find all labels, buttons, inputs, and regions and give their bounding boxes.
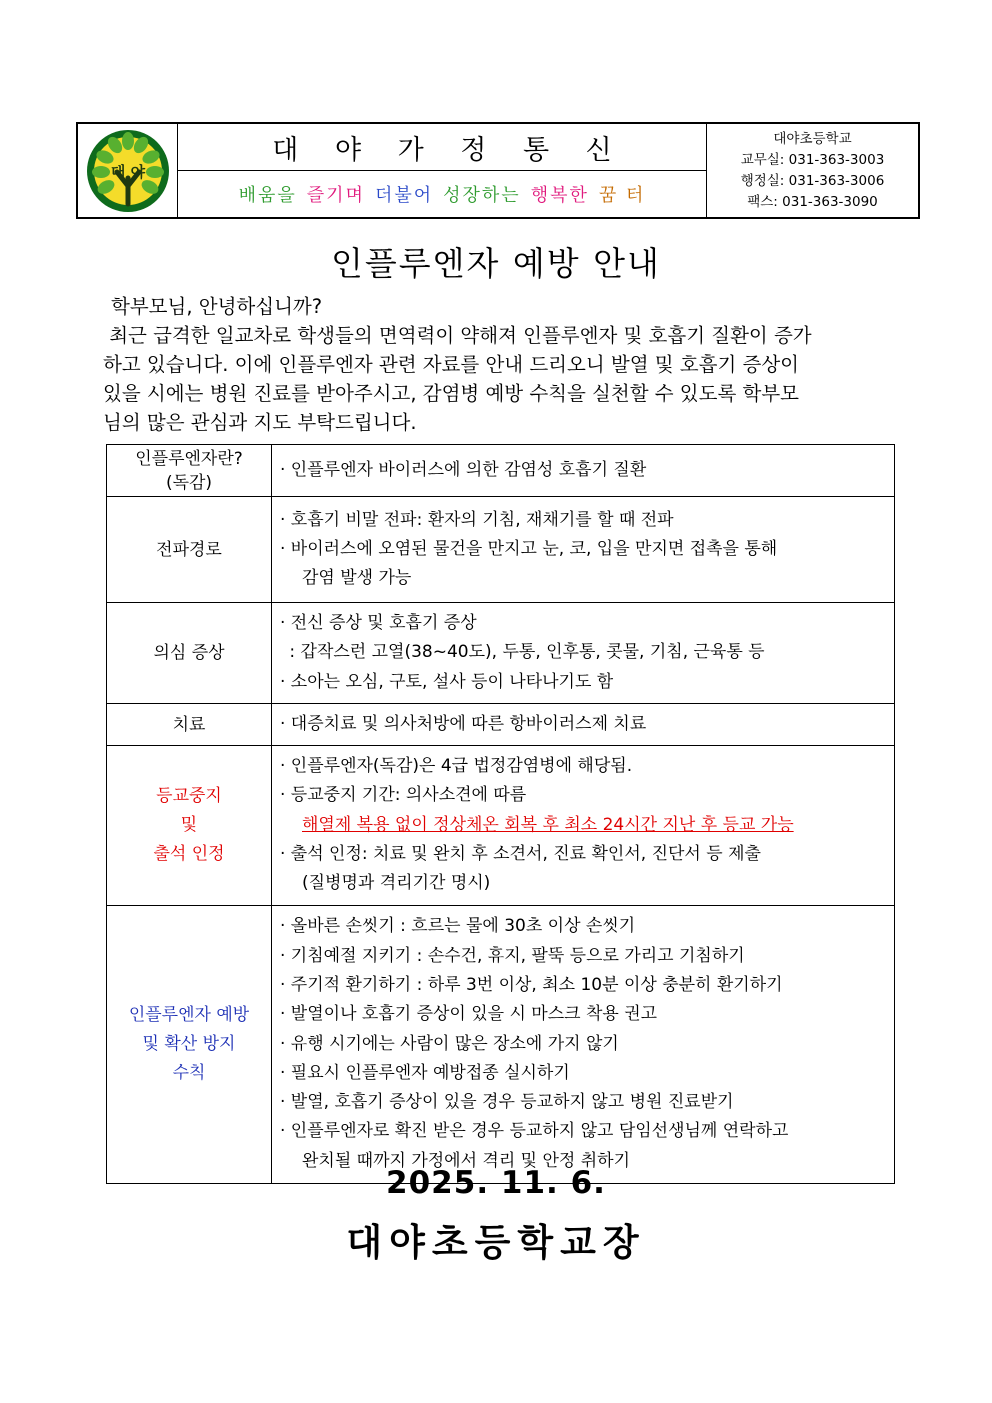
content-line: : 갑작스런 고열(38~40도), 두통, 인후통, 콧물, 기침, 근육통 등	[284, 642, 765, 663]
content-line: · 인플루엔자로 확진 받은 경우 등교하지 않고 담임선생님께 연락하고	[280, 1121, 789, 1142]
content-line: (질병명과 격리기간 명시)	[302, 873, 491, 894]
content-line: · 발열, 호흡기 증상이 있을 경우 등교하지 않고 병원 진료받기	[280, 1092, 734, 1113]
newsletter-title: 대 야 가 정 통 신	[178, 124, 706, 171]
content-line: · 소아는 오심, 구토, 설사 등이 나타나기도 함	[280, 671, 614, 692]
content-line: · 바이러스에 오염된 물건을 만지고 눈, 코, 입을 만지면 접촉을 통해	[280, 538, 778, 559]
content-line: · 대증치료 및 의사처방에 따른 항바이러스제 치료	[280, 713, 647, 734]
school-logo-cell	[78, 124, 178, 217]
newsletter-header	[76, 122, 920, 219]
content-line: 감염 발생 가능	[302, 568, 412, 589]
row-label-line: 의심 증상	[153, 642, 225, 663]
row-label-line: 인플루엔자란?	[135, 448, 243, 469]
row-label	[107, 905, 272, 1183]
svg-text:대 야: 대 야	[110, 162, 145, 181]
row-label-line: 수칙	[172, 1062, 206, 1083]
principal-signature: 대야초등학교장	[346, 1221, 646, 1264]
school-logo-icon	[85, 128, 171, 214]
row-label	[107, 445, 272, 497]
content-line: · 유행 시기에는 사람이 많은 장소에 가지 않기	[280, 1033, 619, 1054]
contact-admin-office: 행정실: 031-363-3006	[740, 172, 885, 189]
intro-paragraph	[103, 292, 896, 437]
table-row	[107, 905, 895, 1183]
influenza-info-table	[106, 444, 895, 1184]
row-label-line: 출석 인정	[153, 843, 225, 864]
motto-word: 꿈 터	[598, 185, 646, 206]
row-label-line: 및 확산 방지	[142, 1033, 236, 1054]
content-line: · 등교중지 기간: 의사소견에 따름	[280, 785, 527, 806]
motto-word: 배움을	[238, 185, 297, 206]
content-line: · 인플루엔자 바이러스에 의한 감염성 호흡기 질환	[280, 459, 647, 480]
motto-word: 성장하는	[443, 185, 521, 206]
intro-line: 하고 있습니다. 이에 인플루엔자 관련 자료를 안내 드리오니 발열 및 호흡기 증상이	[103, 353, 800, 376]
school-contact-cell	[707, 124, 918, 217]
school-motto	[178, 171, 706, 217]
contact-fax: 팩스: 031-363-3090	[747, 193, 878, 210]
greeting: 학부모님, 안녕하십니까?	[111, 295, 323, 318]
row-label-line: 치료	[172, 714, 206, 735]
contact-academic-office: 교무실: 031-363-3003	[740, 151, 885, 168]
document-title: 인플루엔자 예방 안내	[331, 244, 661, 283]
content-line: · 호흡기 비말 전파: 환자의 기침, 재채기를 할 때 전파	[280, 509, 674, 530]
row-label	[107, 603, 272, 704]
content-line: · 발열이나 호흡기 증상이 있을 시 마스크 착용 권고	[280, 1004, 658, 1025]
content-line: · 전신 증상 및 호흡기 증상	[280, 613, 477, 633]
row-label	[107, 497, 272, 603]
row-content	[272, 746, 895, 905]
row-label-line: 인플루엔자 예방	[128, 1004, 250, 1025]
content-line: · 주기적 환기하기 : 하루 3번 이상, 최소 10분 이상 충분히 환기하기	[280, 974, 783, 995]
intro-line: 님의 많은 관심과 지도 부탁드립니다.	[103, 411, 417, 434]
content-line: 완치될 때까지 가정에서 격리 및 안정 취하기	[302, 1150, 631, 1171]
issue-date: 2025. 11. 6.	[386, 1165, 606, 1201]
motto-word: 행복한	[530, 185, 589, 206]
row-content	[272, 497, 895, 603]
row-label	[107, 703, 272, 745]
content-line: · 올바른 손씻기 : 흐르는 물에 30초 이상 손씻기	[280, 916, 636, 937]
content-line: · 인플루엔자(독감)은 4급 법정감염병에 해당됨.	[280, 756, 633, 777]
intro-line: 있을 시에는 병원 진료를 받아주시고, 감염병 예방 수칙을 실천할 수 있도록 학부모	[103, 382, 800, 405]
motto-word: 더불어	[374, 185, 434, 206]
motto-word: 즐기며	[306, 185, 365, 206]
table-row	[107, 603, 895, 704]
row-label-line: 및	[180, 814, 198, 835]
school-name: 대야초등학교	[773, 130, 852, 147]
row-label-line: 전파경로	[156, 539, 222, 560]
row-content	[272, 905, 895, 1183]
table-row	[107, 445, 895, 497]
intro-line: 최근 급격한 일교차로 학생들의 면역력이 약해져 인플루엔자 및 호흡기 질환이 증가	[103, 324, 812, 347]
header-title-cell	[178, 124, 707, 217]
row-content	[272, 603, 895, 704]
row-label	[107, 746, 272, 905]
table-row	[107, 703, 895, 745]
content-line: · 필요시 인플루엔자 예방접종 실시하기	[280, 1062, 570, 1083]
table-row	[107, 746, 895, 905]
content-line: · 출석 인정: 치료 및 완치 후 소견서, 진료 확인서, 진단서 등 제출	[280, 844, 761, 865]
row-label-line: (독감)	[165, 472, 213, 493]
highlight-notice: 해열제 복용 없이 정상체온 회복 후 최소 24시간 지난 후 등교 가능	[302, 814, 794, 835]
row-label-line: 등교중지	[156, 785, 222, 806]
row-content	[272, 445, 895, 497]
table-row	[107, 497, 895, 603]
content-line: · 기침예절 지키기 : 손수건, 휴지, 팔뚝 등으로 가리고 기침하기	[280, 945, 745, 966]
row-content	[272, 703, 895, 745]
